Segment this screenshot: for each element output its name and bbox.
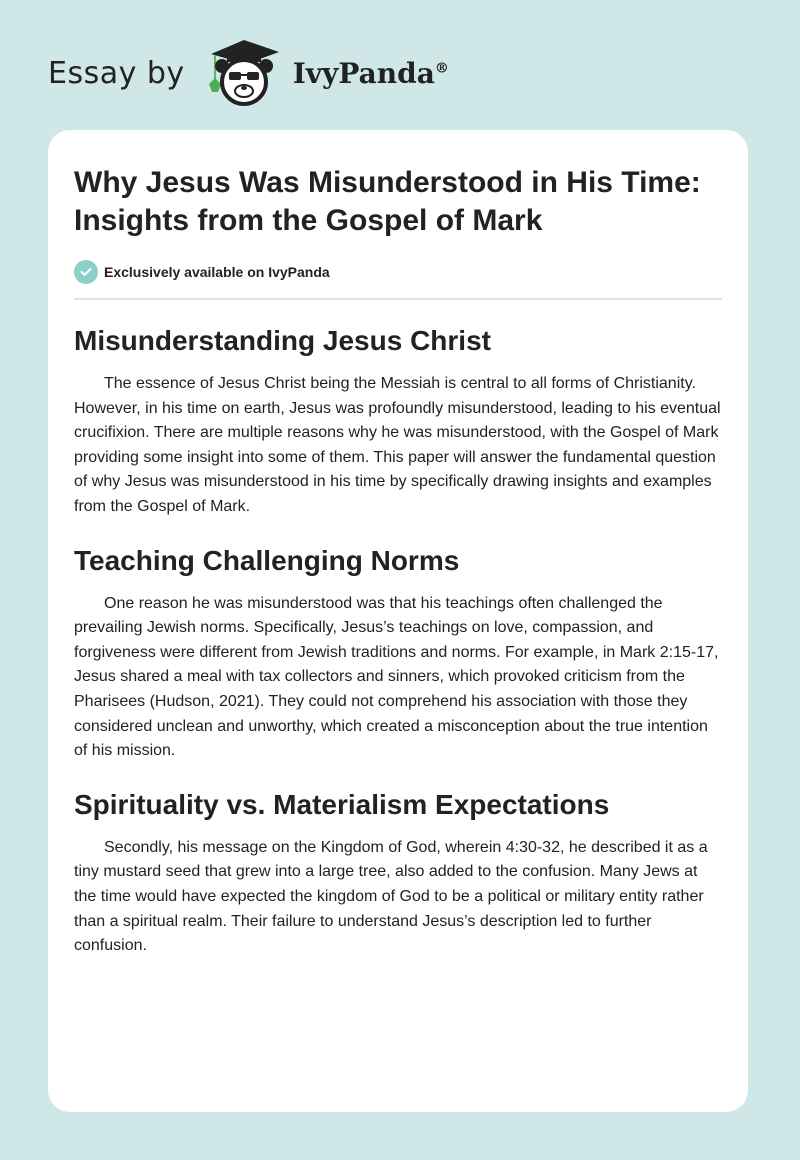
ivypanda-logo-icon[interactable] xyxy=(199,38,289,108)
essay-title: Why Jesus Was Misunderstood in His Time: Insights from the Gospel of Mark xyxy=(74,166,701,237)
essay-by-label: Essay by xyxy=(48,55,185,91)
section-paragraph: Secondly, his message on the Kingdom of God, wherein 4:30-32, he described it as a tiny mustard seed that grew into a large tree, also added to the confusion. Many Jews at the time would have expected the kingdom of God to be a political or military entity rather than a spiritual realm. Their failure to understand Jesus’s description led to further confusion. xyxy=(74,838,708,955)
brand-name[interactable] xyxy=(293,57,449,90)
registered-mark: ® xyxy=(434,60,449,77)
site-header xyxy=(48,38,449,108)
section-heading: Spirituality vs. Materialism Expectations xyxy=(74,788,610,820)
check-icon xyxy=(74,260,98,284)
exclusive-badge-text: Exclusively available on IvyPanda xyxy=(104,264,330,280)
brand-text: IvyPanda xyxy=(292,56,435,90)
section-paragraph: The essence of Jesus Christ being the Messiah is central to all forms of Christianity. However, in his time on earth, Jesus was profoundly misunderstood, leading to his eventual crucifixion. There are multiple reasons why he was misunderstood, with the Gospel of Mark providing some insight into some of them. This paper will answer the fundamental question of why Jesus was misunderstood in his time by specifically drawing insights and examples from the Gospel of Mark. xyxy=(74,375,721,515)
section-heading: Misunderstanding Jesus Christ xyxy=(74,325,491,356)
section-paragraph: One reason he was misunderstood was that his teachings often challenged the prevailing Jewish norms. Specifically, Jesus’s teachings on love, compassion, and forgiveness were different from Jewish traditions and norms. For example, in Mark 2:15-17, Jesus shared a meal with tax collectors and sinners, which provoked criticism from the Pharisees (Hudson, 2021). They could not comprehend his association with those they considered unclean and unworthy, which created a misconception about the true intention of his mission. xyxy=(74,594,719,760)
section-heading: Teaching Challenging Norms xyxy=(74,544,460,576)
essay-card xyxy=(48,130,748,1112)
exclusive-badge xyxy=(74,260,722,300)
